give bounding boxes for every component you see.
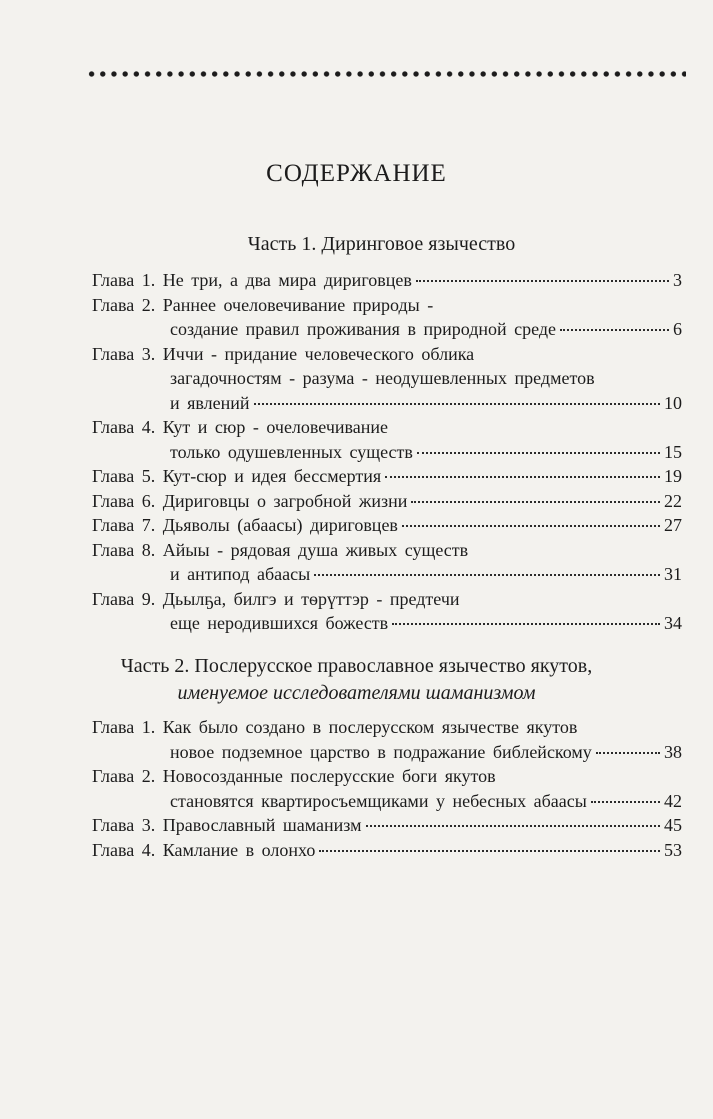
toc-entry-text: и явлений <box>170 392 250 413</box>
toc-entry-line <box>92 589 682 614</box>
page-number: 27 <box>664 515 682 535</box>
dot-leader <box>416 280 669 282</box>
toc-entry-text: и антипод абаасы <box>170 564 311 584</box>
toc-entry-line <box>92 766 682 791</box>
toc-entry-text: Глава 9. Дьылҕа, билгэ и тѳрүттэр - предтечи <box>92 588 460 609</box>
page-number: 34 <box>664 613 682 633</box>
part-2-heading-line-2: именуемое исследователями шаманизмом <box>177 682 536 704</box>
toc-entry-line <box>92 742 682 767</box>
toc-entry-line <box>92 368 682 393</box>
page-number: 3 <box>673 270 682 290</box>
page-number: 31 <box>664 564 682 584</box>
dot-leader <box>560 329 669 331</box>
page-title: СОДЕРЖАНИЕ <box>266 160 447 187</box>
toc-entry-text: Глава 5. Кут-сюр и идея бессмертия <box>92 466 382 486</box>
toc-entry-text: еще неродившихся божеств <box>170 613 389 633</box>
dot-leader <box>319 850 660 852</box>
dot-leader <box>314 574 660 576</box>
toc-entry[interactable] <box>92 466 682 491</box>
page-number: 38 <box>664 741 682 762</box>
toc-entry-text: Глава 2. Раннее очеловечивание природы - <box>92 294 434 315</box>
page-number: 42 <box>664 790 682 811</box>
toc-entry[interactable] <box>92 840 682 865</box>
toc-entry[interactable] <box>92 589 682 638</box>
part-1-toc <box>92 270 682 638</box>
toc-entry-text: Глава 8. Айыы - рядовая душа живых существ <box>92 539 469 560</box>
dotted-rule-ornament <box>86 70 686 78</box>
toc-entry-text: только одушевленных существ <box>170 441 413 462</box>
toc-entry-line <box>92 717 682 742</box>
toc-entry[interactable] <box>92 270 682 295</box>
toc-entry-text: создание правил проживания в природной среде <box>170 319 557 339</box>
dot-leader <box>417 452 660 454</box>
toc-entry[interactable] <box>92 717 682 766</box>
toc-entry[interactable] <box>92 815 682 840</box>
page-number: 45 <box>664 815 682 835</box>
dot-leader <box>254 403 660 405</box>
toc-entry-text: становятся квартиросъемщиками у небесных абаасы <box>170 790 587 811</box>
toc-entry-text: новое подземное царство в подражание библейскому <box>170 741 592 762</box>
toc-entry[interactable] <box>92 515 682 540</box>
part-1-heading: Часть 1. Диринговое язычество <box>247 233 516 255</box>
toc-entry-line <box>92 791 682 816</box>
toc-entry-line <box>92 442 682 467</box>
toc-entry[interactable] <box>92 417 682 466</box>
toc-entry-line <box>92 393 682 418</box>
page-number: 15 <box>664 441 682 462</box>
page-number: 53 <box>664 839 682 860</box>
toc-entry-text: Глава 4. Кут и сюр - очеловечивание <box>92 417 389 437</box>
page-number: 6 <box>673 319 682 339</box>
toc-entry-line <box>92 270 682 295</box>
toc-entry-line <box>92 815 682 840</box>
dot-leader <box>385 476 660 478</box>
toc-entry-line <box>92 466 682 491</box>
page-number: 19 <box>664 466 682 486</box>
toc-entry[interactable] <box>92 540 682 589</box>
toc-entry-text: Глава 3. Православный шаманизм <box>92 815 362 835</box>
toc-entry-text: Глава 6. Дириговцы о загробной жизни <box>92 490 408 511</box>
toc-entry-line <box>92 295 682 320</box>
toc-entry-text: загадочностям - разума - неодушевленных предметов <box>170 368 595 388</box>
toc-entry-text: Глава 2. Новосозданные послерусские боги якутов <box>92 766 496 786</box>
toc-entry-text: Глава 7. Дьяволы (абаасы) дириговцев <box>92 515 398 535</box>
toc-entry-line <box>92 515 682 540</box>
toc-entry-line <box>92 417 682 442</box>
toc-entry-line <box>92 613 682 638</box>
part-2-heading-line-1: Часть 2. Послерусское православное язычество якутов, <box>120 655 593 677</box>
toc-entry-line <box>92 540 682 565</box>
toc-entry-line <box>92 840 682 865</box>
toc-entry-line <box>92 319 682 344</box>
dot-leader <box>411 501 660 503</box>
dot-leader <box>402 525 660 527</box>
toc-entry-line <box>92 564 682 589</box>
toc-entry-text: Глава 4. Камлание в олонхо <box>92 839 316 860</box>
page-number: 10 <box>664 392 682 413</box>
dot-leader <box>366 825 660 827</box>
toc-entry-text: Глава 3. Иччи - придание человеческого облика <box>92 343 475 364</box>
dot-leader <box>591 801 660 803</box>
part-2-heading <box>0 653 713 707</box>
toc-entry[interactable] <box>92 766 682 815</box>
part-2-toc <box>92 717 682 864</box>
toc-entry[interactable] <box>92 491 682 516</box>
toc-entry[interactable] <box>92 295 682 344</box>
toc-entry-line <box>92 491 682 516</box>
toc-entry-text: Глава 1. Как было создано в послерусском язычестве якутов <box>92 717 578 737</box>
dot-leader <box>392 623 660 625</box>
page-number: 22 <box>664 490 682 511</box>
toc-entry[interactable] <box>92 344 682 418</box>
toc-entry-line <box>92 344 682 369</box>
dot-leader <box>596 752 660 754</box>
toc-entry-text: Глава 1. Не три, а два мира дириговцев <box>92 270 412 290</box>
